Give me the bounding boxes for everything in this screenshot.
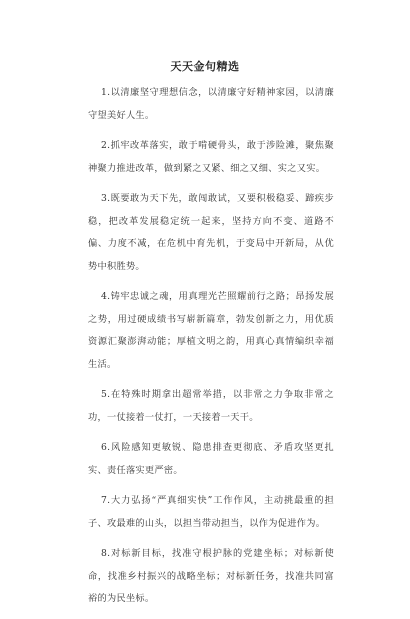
quote-paragraph-2: 2.抓牢改革落实，敢于啃硬骨头，敢于涉险滩，聚焦聚神聚力推进改革，做到紧之又紧、细之又细、实之又实。 [88, 140, 334, 174]
quote-paragraph-5: 5.在特殊时期拿出超常举措，以非常之力争取非常之功，一仗接着一仗打，一天接着一天干。 [88, 389, 334, 423]
quote-paragraph-7: 7.大力弘扬“严真细实快”工作作风，主动挑最重的担子、攻最难的山头，以担当带动担当，以作为促进作为。 [88, 495, 334, 529]
quote-paragraph-4: 4.铸牢忠诚之魂，用真理光芒照耀前行之路；昂扬发展之势，用过硬成绩书写崭新篇章，勃发创新之力，用优质资源汇聚澎湃动能；厚植文明之韵，用真心真情编织幸福生活。 [88, 291, 334, 370]
quote-paragraph-3: 3.既要敢为天下先，敢闯敢试，又要积极稳妥、蹄疾步稳，把改革发展稳定统一起来，坚持方向不变、道路不偏、力度不减，在危机中育先机，于变局中开新局，从优势中积胜势。 [88, 193, 334, 272]
quote-list [88, 82, 334, 619]
quote-paragraph-8: 8.对标新目标，找准守根护脉的党建坐标；对标新使命，找准乡村振兴的战略坐标；对标新任务，找准共同富裕的为民坐标。 [88, 548, 334, 604]
page-title: 天天金句精选 [170, 60, 240, 73]
quote-paragraph-1: 1.以清廉坚守理想信念，以清廉守好精神家园，以清廉守望美好人生。 [88, 87, 334, 121]
quote-paragraph-6: 6.风险感知更敏锐、隐患排查更彻底、矛盾攻坚更扎实、责任落实更严密。 [88, 442, 334, 476]
